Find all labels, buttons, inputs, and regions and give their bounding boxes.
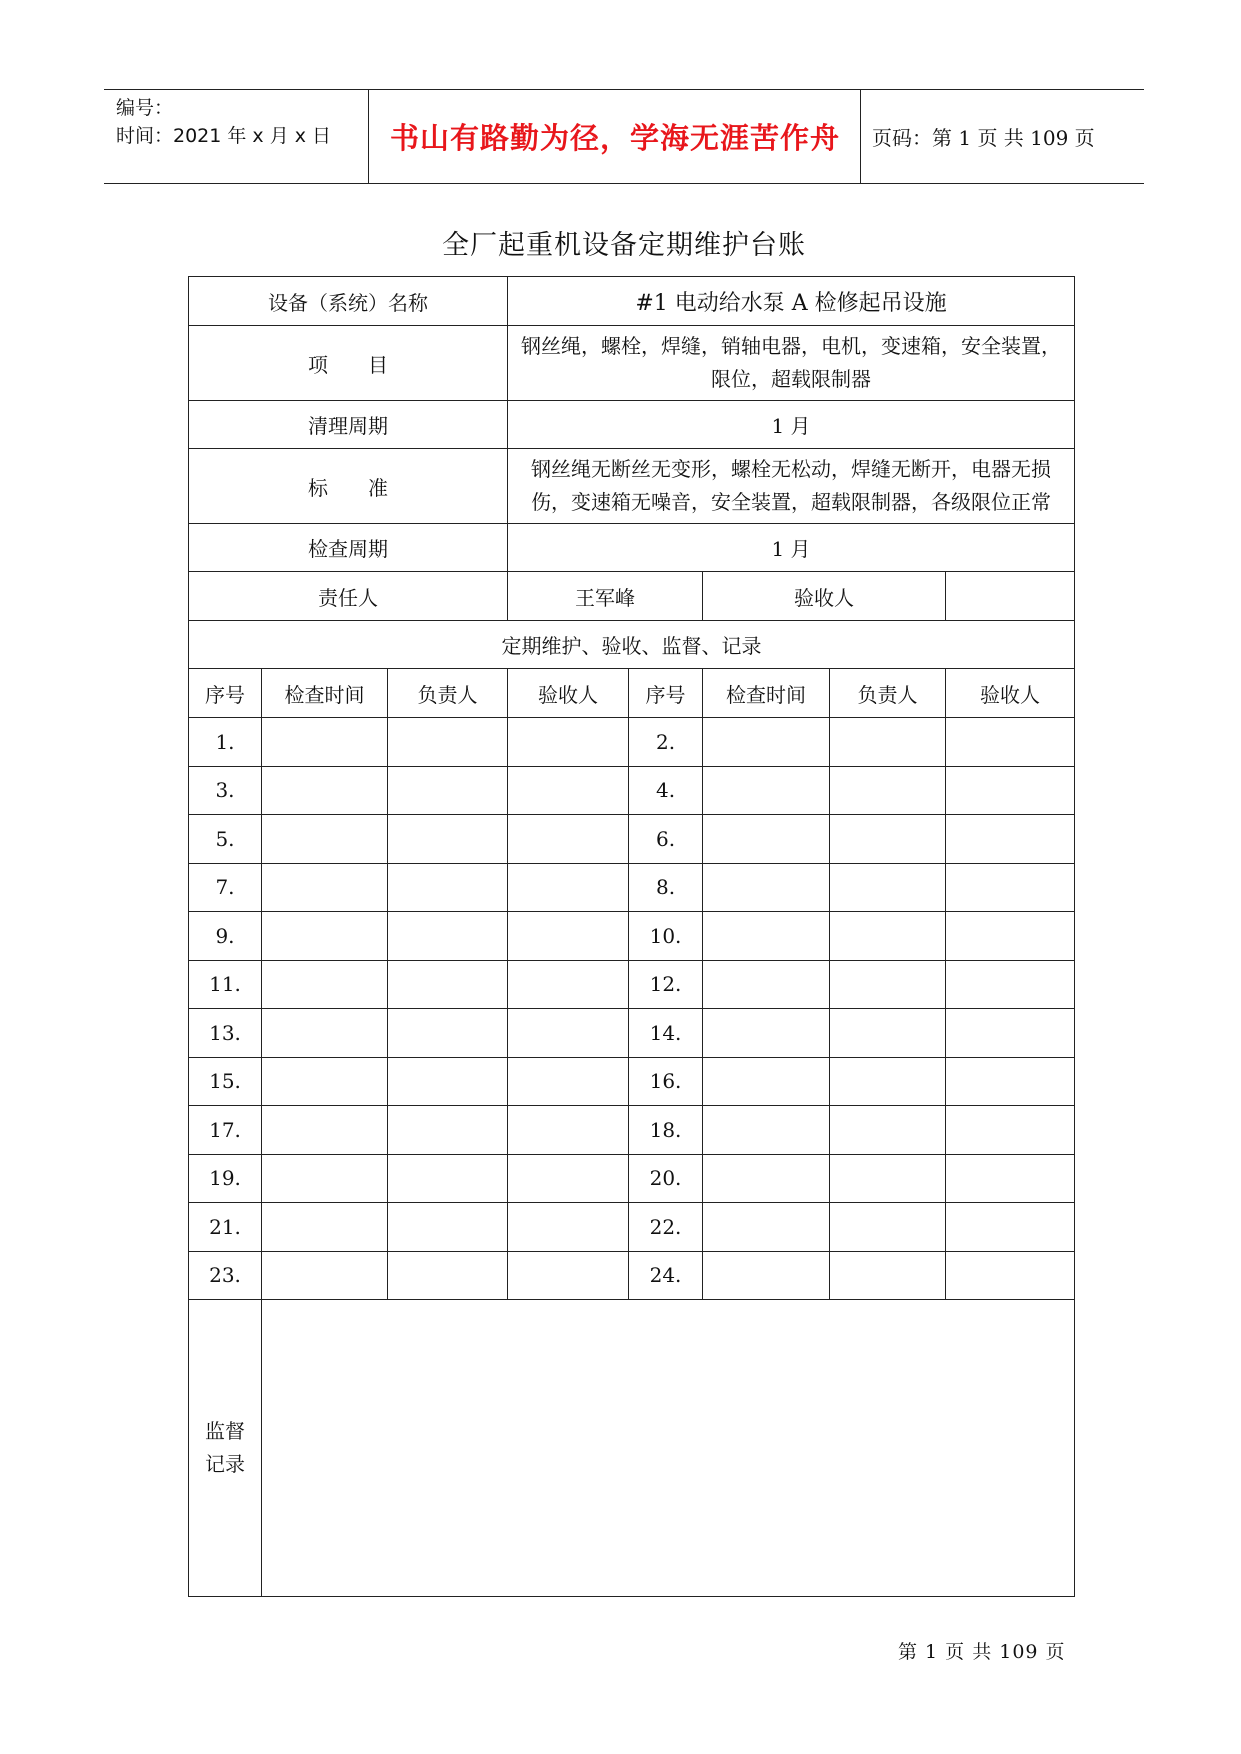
column-header: 负责人: [388, 669, 508, 718]
inspection-time-cell[interactable]: [703, 1203, 830, 1252]
row-number: 11.: [189, 960, 262, 1009]
responsible-cell[interactable]: [388, 815, 508, 864]
row-number: 2.: [629, 718, 703, 767]
row-number: 16.: [629, 1057, 703, 1106]
device-value: #1 电动给水泵 A 检修起吊设施: [508, 277, 1075, 326]
header-meta: [116, 94, 331, 150]
row-number: 23.: [189, 1251, 262, 1300]
acceptor-cell[interactable]: [508, 863, 629, 912]
responsible-cell[interactable]: [388, 863, 508, 912]
acceptor-cell[interactable]: [508, 1057, 629, 1106]
inspection-time-cell[interactable]: [703, 912, 830, 961]
row-number: 21.: [189, 1203, 262, 1252]
responsible-cell[interactable]: [388, 1251, 508, 1300]
acceptor-cell[interactable]: [946, 1251, 1075, 1300]
inspection-time-cell[interactable]: [703, 1009, 830, 1058]
acceptor-cell[interactable]: [508, 766, 629, 815]
responsible-cell[interactable]: [388, 718, 508, 767]
responsible-cell[interactable]: [388, 1106, 508, 1155]
info-row-cleaning: [189, 401, 1075, 449]
section-title: 定期维护、验收、监督、记录: [189, 621, 1075, 669]
acceptor-cell[interactable]: [508, 1251, 629, 1300]
inspection-time-cell[interactable]: [262, 1106, 388, 1155]
acceptor-cell[interactable]: [946, 1009, 1075, 1058]
number-label: 编号：: [116, 97, 174, 119]
supervision-row: [189, 1300, 1075, 1597]
acceptor-value[interactable]: [946, 572, 1075, 621]
item-label: 项 目: [189, 326, 508, 401]
page-header: [104, 89, 1144, 184]
row-number: 9.: [189, 912, 262, 961]
header-divider: [860, 90, 861, 183]
row-number: 15.: [189, 1057, 262, 1106]
table-row: [189, 912, 1075, 961]
acceptor-cell[interactable]: [946, 912, 1075, 961]
info-row-responsible: [189, 572, 1075, 621]
info-row-items: [189, 326, 1075, 401]
acceptor-cell[interactable]: [508, 718, 629, 767]
acceptor-cell[interactable]: [946, 815, 1075, 864]
responsible-cell[interactable]: [388, 1203, 508, 1252]
responsible-cell[interactable]: [830, 718, 946, 767]
acceptor-label: 验收人: [703, 572, 946, 621]
responsible-cell[interactable]: [388, 1154, 508, 1203]
inspection-time-cell[interactable]: [703, 1154, 830, 1203]
inspection-time-cell[interactable]: [703, 960, 830, 1009]
row-number: 14.: [629, 1009, 703, 1058]
document-title: 全厂起重机设备定期维护台账: [442, 230, 806, 261]
device-label: 设备（系统）名称: [189, 277, 508, 326]
inspection-time-cell[interactable]: [703, 815, 830, 864]
acceptor-cell[interactable]: [946, 1203, 1075, 1252]
inspection-time-cell[interactable]: [262, 1009, 388, 1058]
responsible-cell[interactable]: [830, 1057, 946, 1106]
supervision-label-line: 记录: [205, 1452, 245, 1476]
responsible-cell[interactable]: [388, 1057, 508, 1106]
row-number: 6.: [629, 815, 703, 864]
acceptor-cell[interactable]: [946, 766, 1075, 815]
table-row: [189, 1203, 1075, 1252]
column-header: 序号: [189, 669, 262, 718]
table-row: [189, 1106, 1075, 1155]
responsible-label: 责任人: [189, 572, 508, 621]
column-header: 验收人: [508, 669, 629, 718]
acceptor-cell[interactable]: [946, 863, 1075, 912]
acceptor-cell[interactable]: [946, 718, 1075, 767]
acceptor-cell[interactable]: [946, 1154, 1075, 1203]
inspection-time-cell[interactable]: [262, 1251, 388, 1300]
cleaning-value: 1 月: [508, 401, 1075, 449]
inspection-time-cell[interactable]: [262, 766, 388, 815]
info-row-device: [189, 277, 1075, 326]
inspection-time-cell[interactable]: [262, 960, 388, 1009]
time-label: 时间：2021 年 x 月 x 日: [116, 125, 332, 147]
supervision-label-line: 监督: [205, 1419, 245, 1443]
page-footer: 第 1 页 共 109 页: [898, 1641, 1066, 1663]
column-header: 序号: [629, 669, 703, 718]
table-row: [189, 718, 1075, 767]
inspection-time-cell[interactable]: [262, 863, 388, 912]
responsible-cell[interactable]: [830, 863, 946, 912]
table-row: [189, 863, 1075, 912]
row-number: 20.: [629, 1154, 703, 1203]
acceptor-cell[interactable]: [508, 1154, 629, 1203]
column-header: 检查时间: [262, 669, 388, 718]
row-number: 24.: [629, 1251, 703, 1300]
acceptor-cell[interactable]: [508, 960, 629, 1009]
inspect-value: 1 月: [508, 524, 1075, 572]
standard-value: 钢丝绳无断丝无变形，螺栓无松动，焊缝无断开，电器无损伤，变速箱无噪音，安全装置，超载限制器，各级限位正常: [508, 449, 1075, 524]
responsible-cell[interactable]: [388, 766, 508, 815]
responsible-cell[interactable]: [388, 1009, 508, 1058]
info-row-standard: [189, 449, 1075, 524]
responsible-cell[interactable]: [830, 1009, 946, 1058]
row-number: 10.: [629, 912, 703, 961]
inspection-time-cell[interactable]: [262, 1057, 388, 1106]
inspection-time-cell[interactable]: [703, 1057, 830, 1106]
row-number: 22.: [629, 1203, 703, 1252]
inspection-time-cell[interactable]: [703, 1251, 830, 1300]
inspection-time-cell[interactable]: [262, 912, 388, 961]
table-row: [189, 1009, 1075, 1058]
record-rows: [189, 718, 1075, 1300]
row-number: 1.: [189, 718, 262, 767]
row-number: 19.: [189, 1154, 262, 1203]
inspection-time-cell[interactable]: [262, 1203, 388, 1252]
table-row: [189, 1251, 1075, 1300]
row-number: 5.: [189, 815, 262, 864]
maintenance-ledger-table: [188, 276, 1075, 1597]
table-row: [189, 1057, 1075, 1106]
acceptor-cell[interactable]: [508, 912, 629, 961]
inspection-time-cell[interactable]: [703, 718, 830, 767]
inspection-time-cell[interactable]: [262, 815, 388, 864]
supervision-label: [189, 1300, 262, 1597]
header-motto: 书山有路勤为径，学海无涯苦作舟: [389, 121, 840, 155]
column-header: 验收人: [946, 669, 1075, 718]
responsible-cell[interactable]: [388, 912, 508, 961]
table-row: [189, 1154, 1075, 1203]
header-page-info: 页码：第 1 页 共 109 页: [872, 126, 1095, 150]
acceptor-cell[interactable]: [508, 1106, 629, 1155]
responsible-cell[interactable]: [830, 1251, 946, 1300]
table-row: [189, 815, 1075, 864]
acceptor-cell[interactable]: [508, 1203, 629, 1252]
inspection-time-cell[interactable]: [703, 766, 830, 815]
responsible-cell[interactable]: [388, 960, 508, 1009]
responsible-cell[interactable]: [830, 912, 946, 961]
acceptor-cell[interactable]: [946, 1057, 1075, 1106]
responsible-cell[interactable]: [830, 766, 946, 815]
supervision-record-area[interactable]: [262, 1300, 1075, 1597]
column-header-row: [189, 669, 1075, 718]
column-header: 负责人: [830, 669, 946, 718]
table-row: [189, 960, 1075, 1009]
row-number: 3.: [189, 766, 262, 815]
inspection-time-cell[interactable]: [262, 1154, 388, 1203]
acceptor-cell[interactable]: [508, 1009, 629, 1058]
section-title-row: [189, 621, 1075, 669]
row-number: 12.: [629, 960, 703, 1009]
standard-label: 标 准: [189, 449, 508, 524]
row-number: 8.: [629, 863, 703, 912]
acceptor-cell[interactable]: [946, 1106, 1075, 1155]
row-number: 18.: [629, 1106, 703, 1155]
acceptor-cell[interactable]: [946, 960, 1075, 1009]
responsible-cell[interactable]: [830, 1154, 946, 1203]
responsible-cell[interactable]: [830, 1203, 946, 1252]
row-number: 17.: [189, 1106, 262, 1155]
responsible-cell[interactable]: [830, 815, 946, 864]
inspection-time-cell[interactable]: [703, 1106, 830, 1155]
cleaning-label: 清理周期: [189, 401, 508, 449]
info-row-inspect: [189, 524, 1075, 572]
acceptor-cell[interactable]: [508, 815, 629, 864]
item-value: 钢丝绳，螺栓，焊缝，销轴电器，电机，变速箱，安全装置，限位，超载限制器: [508, 326, 1075, 401]
row-number: 7.: [189, 863, 262, 912]
responsible-cell[interactable]: [830, 1106, 946, 1155]
inspection-time-cell[interactable]: [703, 863, 830, 912]
inspect-label: 检查周期: [189, 524, 508, 572]
responsible-cell[interactable]: [830, 960, 946, 1009]
row-number: 4.: [629, 766, 703, 815]
inspection-time-cell[interactable]: [262, 718, 388, 767]
column-header: 检查时间: [703, 669, 830, 718]
row-number: 13.: [189, 1009, 262, 1058]
table-row: [189, 766, 1075, 815]
responsible-value: 王军峰: [508, 572, 703, 621]
